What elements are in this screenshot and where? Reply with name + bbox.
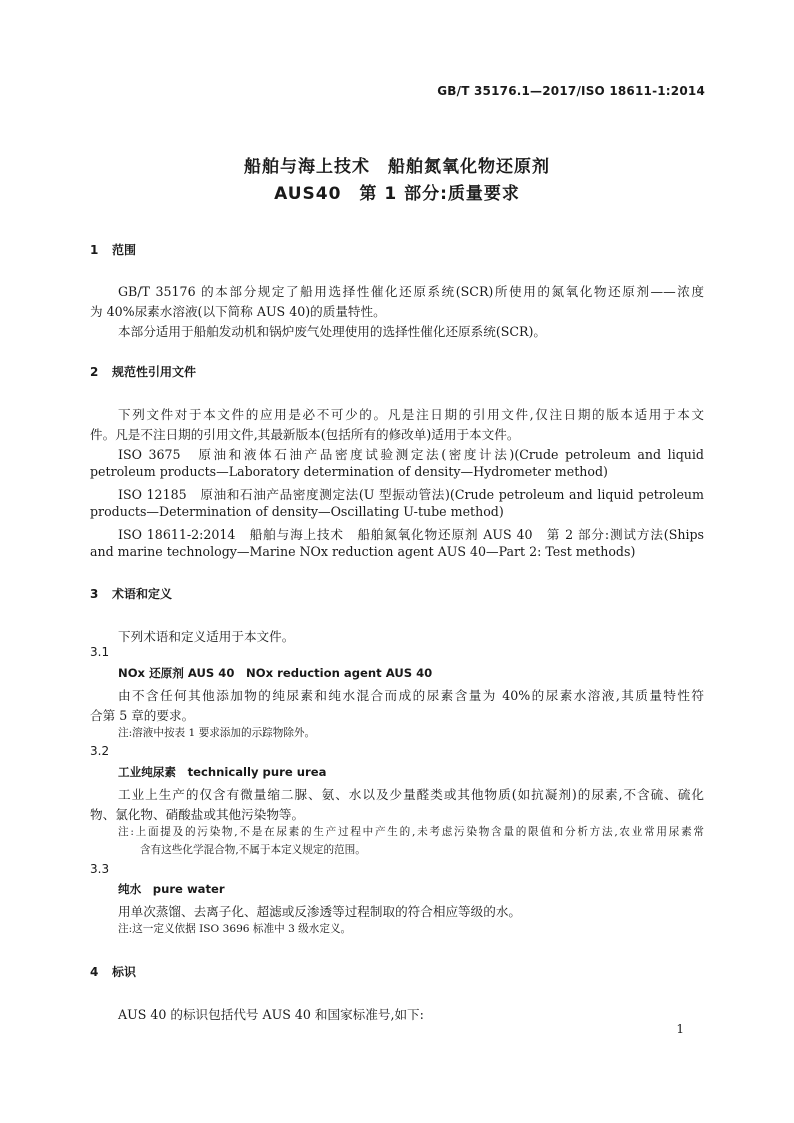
term-title: NOx 还原剂 AUS 40 NOx reduction agent AUS 40 (118, 666, 433, 680)
paragraph-line: AUS 40 的标识包括代号 AUS 40 和国家标准号,如下: (118, 1007, 424, 1022)
paragraph-line: 件。凡是不注日期的引用文件,其最新版本(包括所有的修改单)适用于本文件。 (90, 427, 520, 442)
term-number: 3.3 (90, 862, 110, 876)
paragraph-line: GB/T 35176 的本部分规定了船用选择性催化还原系统(SCR)所使用的氮氧化物还原剂——浓度 (118, 284, 704, 299)
definition-line: 工业上生产的仅含有微量缩二脲、氨、水以及少量醛类或其他物质(如抗凝剂)的尿素,不含硫、硫化 (118, 787, 704, 802)
section-number: 3 (90, 587, 99, 601)
term-number: 3.2 (90, 744, 110, 758)
term-title: 工业纯尿素 technically pure urea (118, 765, 327, 779)
paragraph-line: 下列文件对于本文件的应用是必不可少的。凡是注日期的引用文件,仅注日期的版本适用于本文 (118, 407, 704, 422)
section-2-heading (90, 363, 196, 380)
document-title-line2: AUS40 第 1 部分:质量要求 (274, 184, 520, 204)
section-number: 2 (90, 365, 99, 379)
paragraph-line: 为 40%尿素水溶液(以下简称 AUS 40)的质量特性。 (90, 304, 386, 319)
section-1-heading (90, 241, 136, 258)
term-title: 纯水 pure water (118, 882, 225, 896)
reference-iso-12185: ISO 12185 原油和石油产品密度测定法(U 型振动管法)(Crude petroleum and liquid petroleum (118, 487, 704, 502)
reference-iso-18611-2: ISO 18611-2:2014 船舶与海上技术 船舶氮氧化物还原剂 AUS 40 第 2 部分:测试方法(Ships (118, 527, 704, 542)
paragraph-line: 本部分适用于船舶发动机和锅炉废气处理使用的选择性催化还原系统(SCR)。 (118, 324, 546, 339)
standard-code-header: GB/T 35176.1—2017/ISO 18611-1:2014 (437, 84, 705, 98)
term-number: 3.1 (90, 645, 110, 659)
definition-line: 物、氯化物、硝酸盐或其他污染物等。 (90, 807, 305, 822)
section-4-heading (90, 963, 136, 980)
section-title: 规范性引用文件 (112, 365, 197, 379)
definition-line: 用单次蒸馏、去离子化、超滤或反渗透等过程制取的符合相应等级的水。 (118, 904, 521, 919)
section-number: 1 (90, 243, 99, 257)
section-title: 标识 (112, 965, 137, 979)
note: 注:上面提及的污染物,不是在尿素的生产过程中产生的,未考虑污染物含量的限值和分析方法,农业常用尿素常 (118, 826, 704, 838)
page-number: 1 (676, 1022, 684, 1036)
paragraph-line: and marine technology—Marine NOx reduction agent AUS 40—Part 2: Test methods) (90, 544, 636, 559)
paragraph-line: products—Determination of density—Oscillating U-tube method) (90, 504, 504, 519)
note-continuation: 含有这些化学混合物,不属于本定义规定的范围。 (140, 844, 366, 856)
section-title: 范围 (112, 243, 137, 257)
note: 注:溶液中按表 1 要求添加的示踪物除外。 (118, 727, 316, 739)
section-number: 4 (90, 965, 99, 979)
section-3-heading (90, 585, 172, 602)
note: 注:这一定义依据 ISO 3696 标准中 3 级水定义。 (118, 923, 352, 935)
reference-iso-3675: ISO 3675 原油和液体石油产品密度试验测定法(密度计法)(Crude petroleum and liquid (118, 447, 704, 462)
paragraph-line: 下列术语和定义适用于本文件。 (118, 629, 295, 644)
document-title-line1: 船舶与海上技术 船舶氮氧化物还原剂 (244, 157, 550, 177)
definition-line: 由不含任何其他添加物的纯尿素和纯水混合而成的尿素含量为 40%的尿素水溶液,其质量特性符 (118, 688, 704, 703)
definition-line: 合第 5 章的要求。 (90, 708, 195, 723)
paragraph-line: petroleum products—Laboratory determination of density—Hydrometer method) (90, 464, 608, 479)
section-title: 术语和定义 (112, 587, 173, 601)
